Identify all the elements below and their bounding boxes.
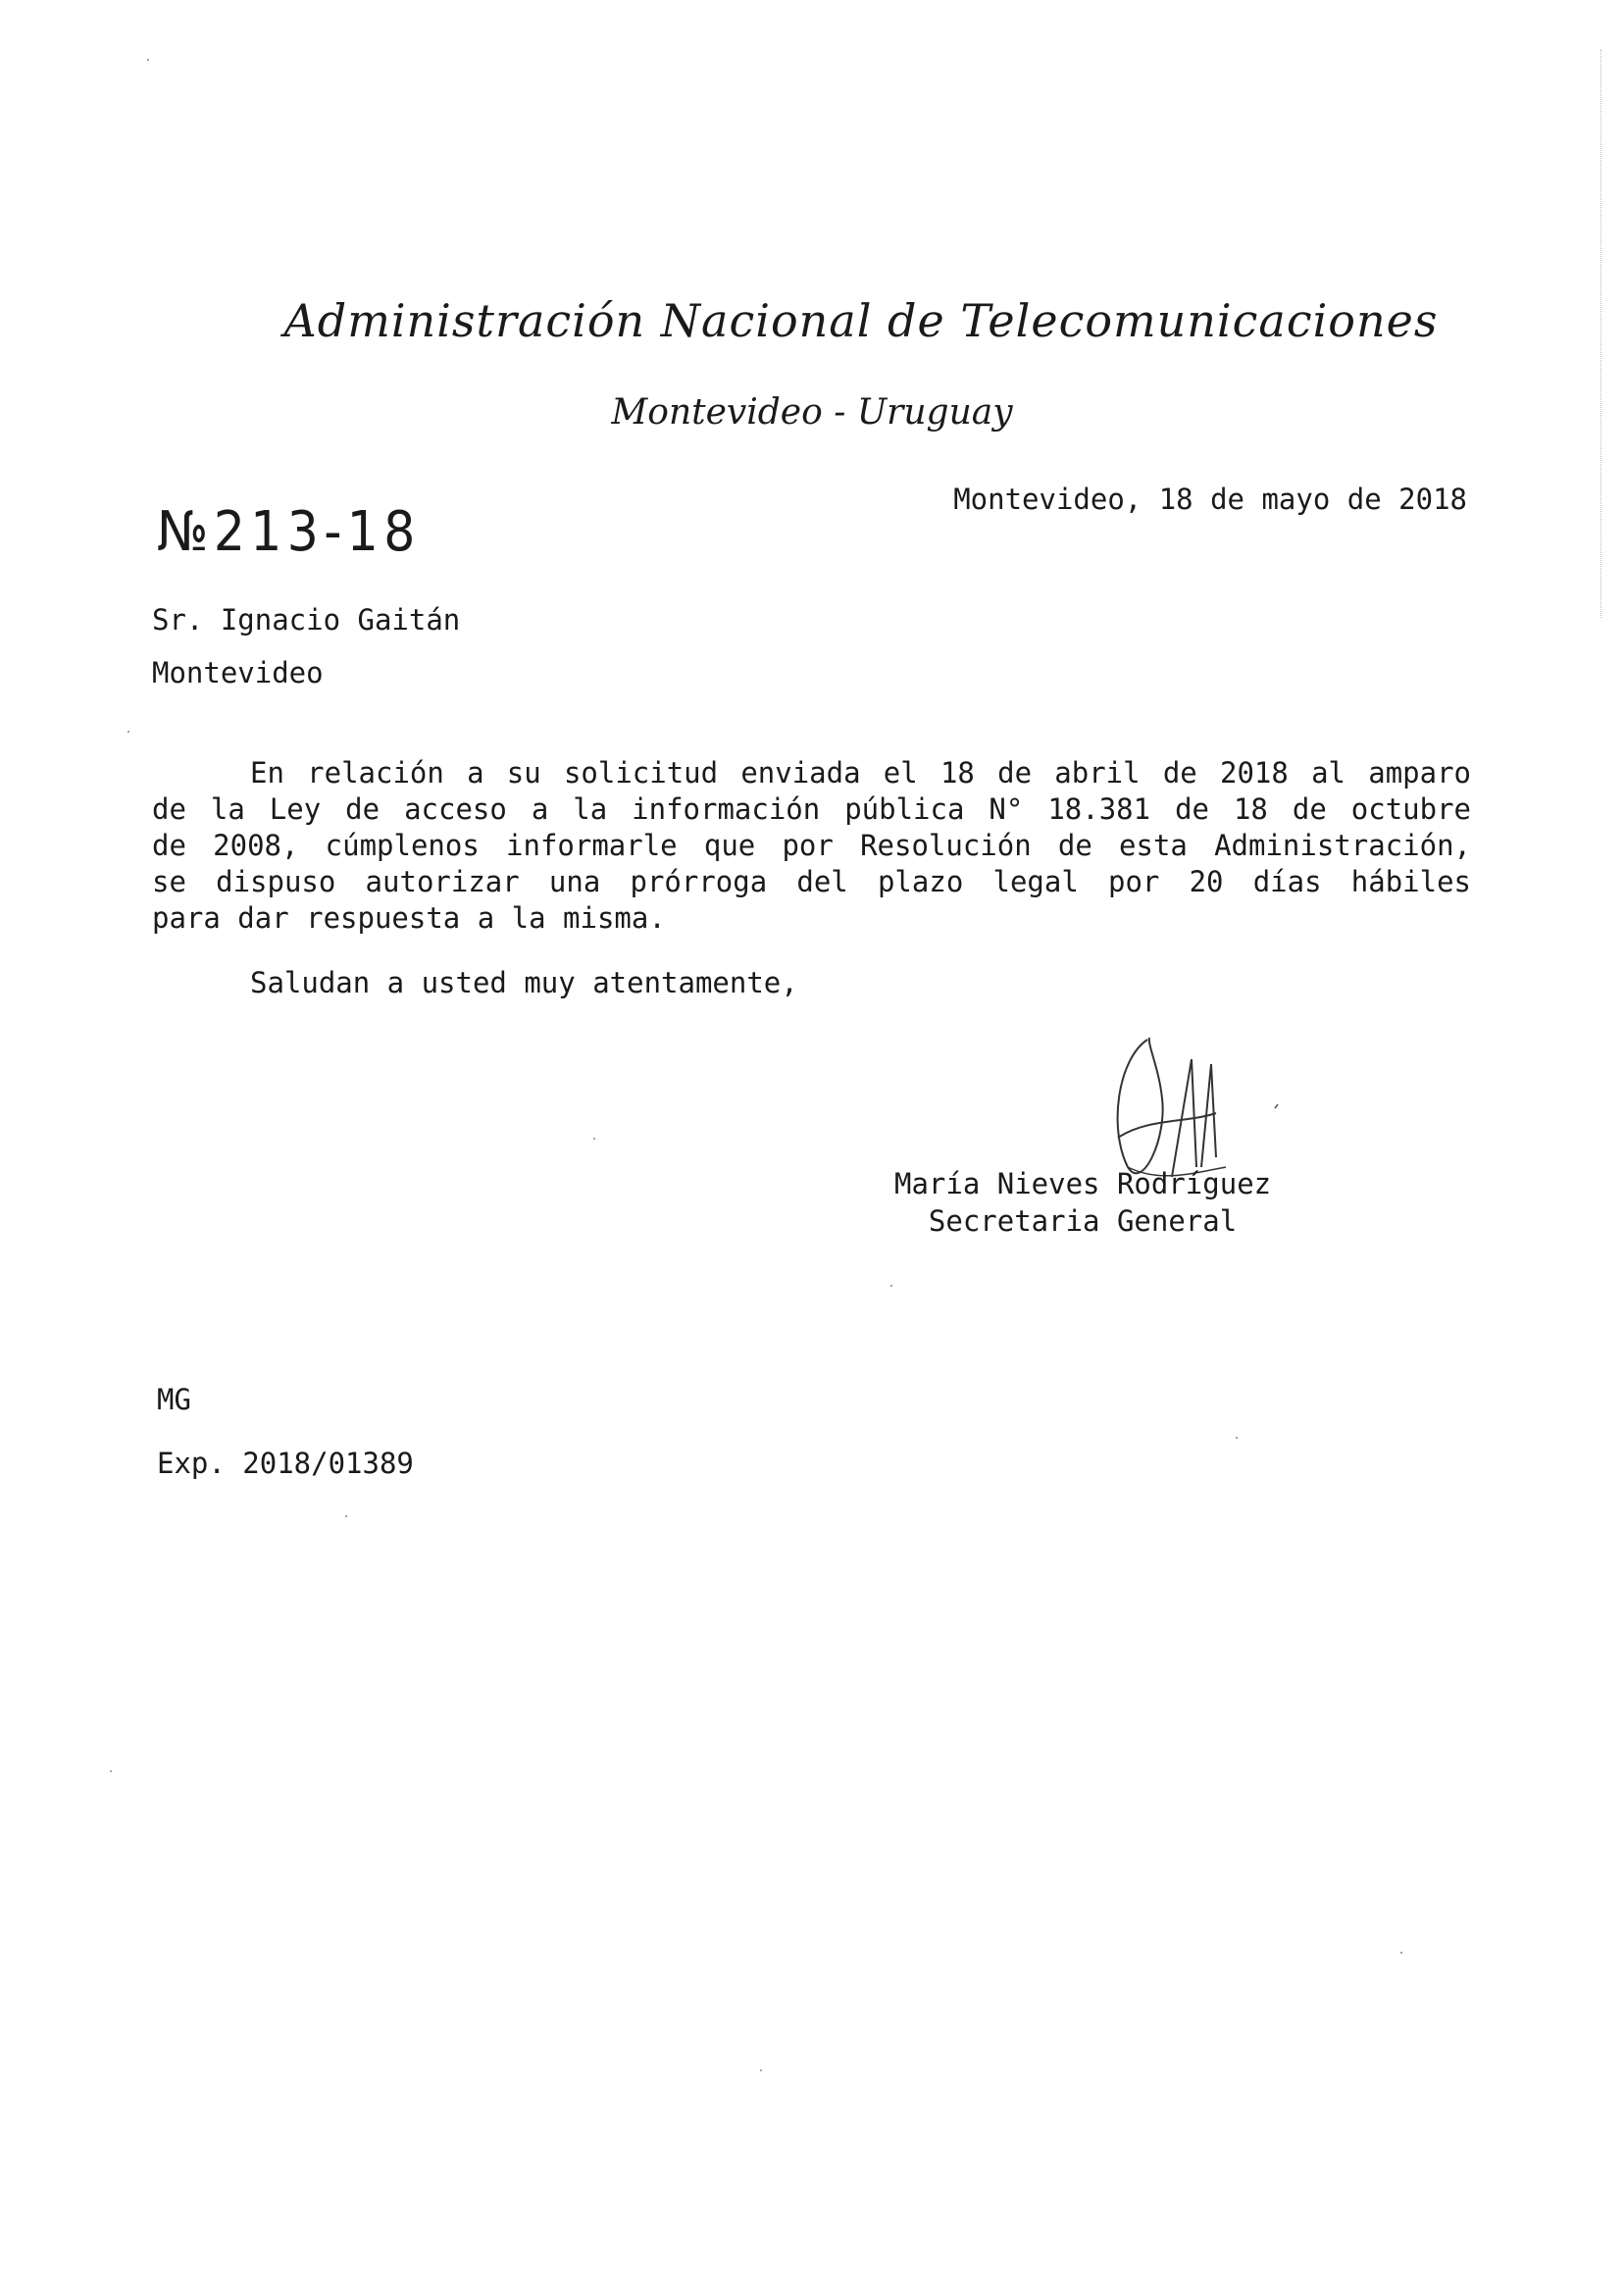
recipient-name: Sr. Ignacio Gaitán [152, 603, 461, 637]
scan-speck [110, 1770, 112, 1772]
recipient-city: Montevideo [152, 656, 324, 689]
signatory-title: Secretaria General [928, 1204, 1238, 1238]
body-line: En relación a su solicitud enviada el 18 de abril de 2018 al amparo [250, 756, 1471, 790]
typist-initials: MG [157, 1383, 191, 1416]
letter-date: Montevideo, 18 de mayo de 2018 [953, 483, 1467, 516]
signature-block [894, 1165, 1271, 1240]
scan-speck [1400, 1952, 1402, 1954]
scan-speck [345, 1515, 347, 1517]
scan-speck [760, 2069, 762, 2071]
scan-speck [127, 731, 129, 733]
scan-speck [593, 1138, 595, 1140]
scan-speck [1236, 1437, 1238, 1439]
signatory-name: María Nieves Rodríguez [894, 1167, 1272, 1200]
body-line: para dar respuesta a la misma. [152, 901, 666, 935]
scan-speck [147, 59, 149, 61]
body-line: de la Ley de acceso a la información pública N° 18.381 de 18 de octubre [152, 792, 1471, 826]
body-paragraph [152, 755, 1471, 937]
scan-speck [890, 1285, 892, 1287]
recipient-block [152, 593, 460, 699]
body-line: se dispuso autorizar una prórroga del plazo legal por 20 días hábiles [152, 865, 1471, 898]
closing-salutation: Saludan a usted muy atentamente, [250, 966, 798, 999]
letterhead-subtitle: Montevideo - Uruguay [611, 392, 1013, 433]
document-number-stamp: №213-18 [157, 500, 421, 564]
letterhead-title: Administración Nacional de Telecomunicaciones [283, 294, 1439, 347]
body-line: de 2008, cúmplenos informarle que por Resolución de esta Administración, [152, 829, 1471, 862]
file-reference: Exp. 2018/01389 [157, 1447, 414, 1480]
